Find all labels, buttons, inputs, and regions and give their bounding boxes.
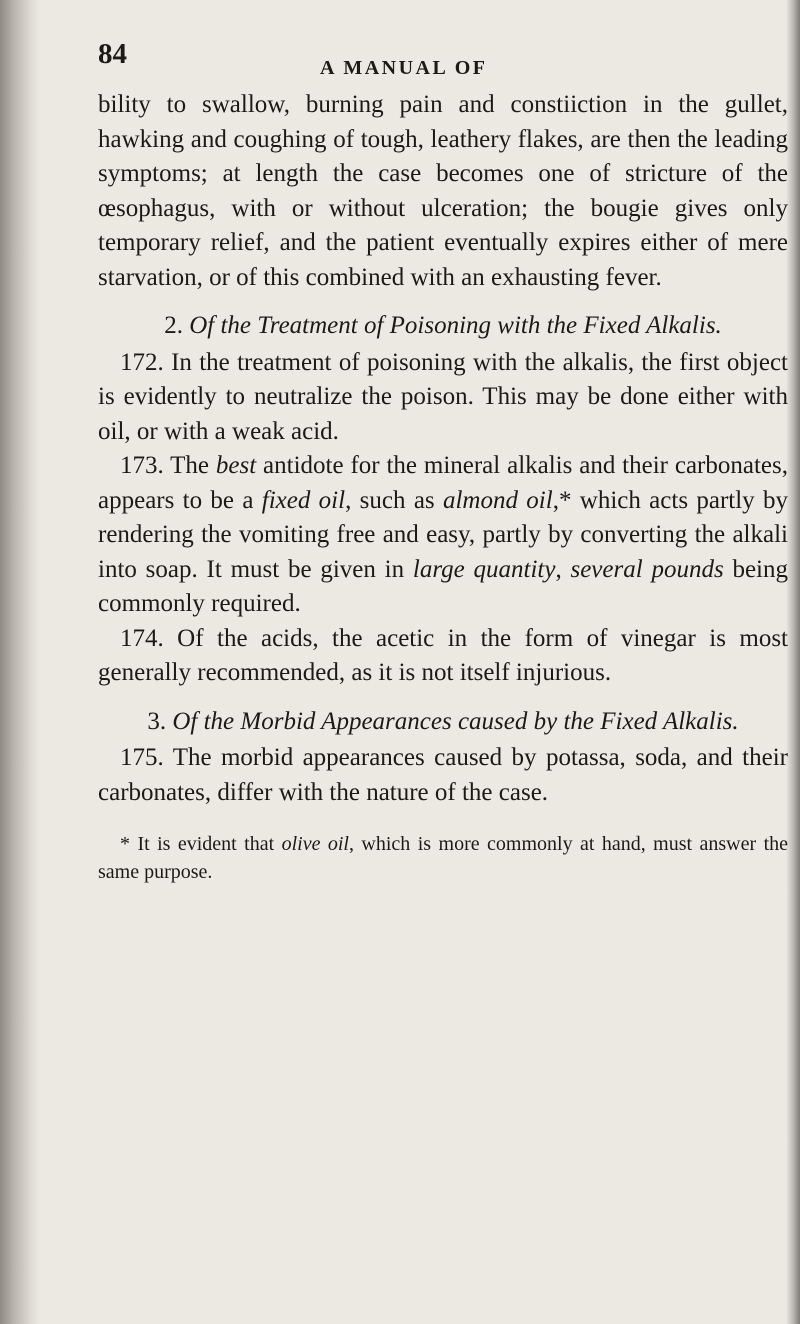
emphasis: best — [215, 452, 257, 479]
text-run: being commonly required. — [98, 555, 789, 617]
paragraph-172: 172. In the treatment of poisoning with the alkalis, the first object is evidently to neutralize the poison. This may be done either with oil, or with a weak acid. — [98, 348, 788, 445]
text-run: , such as — [345, 486, 443, 514]
section-heading-morbid — [98, 705, 788, 740]
footnote-marker: ,* — [552, 486, 572, 514]
footnote-marker: * — [120, 833, 138, 855]
emphasis: several pounds — [570, 555, 724, 583]
page-header — [98, 38, 788, 88]
text-run: antidote for the mineral alkalis and their carbonates, appears to be a — [98, 452, 788, 514]
emphasis: large quantity — [412, 555, 556, 583]
section-heading-treatment — [98, 309, 788, 344]
paragraph-175: 175. The morbid appearances caused by potassa, soda, and their carbonates, differ with the nature of the case. — [98, 744, 788, 806]
footnote — [98, 830, 788, 886]
section-title: Of the Treatment of Poisoning with the Fixed Alkalis. — [189, 312, 722, 339]
text-run: 173. The — [120, 452, 216, 479]
running-head: A MANUAL OF — [320, 57, 488, 79]
emphasis: fixed oil — [261, 486, 346, 514]
paragraph-173 — [98, 449, 788, 622]
section-number: 2. — [164, 312, 183, 339]
section-title: Of the Morbid Appearances caused by the Fixed Alkalis. — [172, 707, 739, 735]
section-number: 3. — [147, 707, 167, 735]
emphasis: olive oil — [281, 833, 349, 855]
paragraph-174: 174. Of the acids, the acetic in the form of vinegar is most generally recommended, as it is not itself injurious. — [98, 624, 788, 686]
text-run: It is evident that — [137, 833, 282, 855]
book-page — [98, 38, 788, 886]
page-gutter-shadow — [0, 0, 40, 1324]
continuation-paragraph: bility to swallow, burning pain and constiiction in the gullet, hawking and coughing of tough, leathery flakes, are then the leading symptoms; at length the case becomes one of stricture of the œsophagus, with or without ulceration; the bougie gives only temporary relief, and the patient eventually expires either of mere starvation, or of this combined with an exhausting fever. — [98, 91, 788, 291]
text-run: , — [555, 555, 571, 583]
page-number: 84 — [98, 38, 127, 70]
text-run: which acts partly by rendering the vomiting free and easy, partly by converting the alkali into soap. It must be given in — [98, 486, 789, 583]
emphasis: almond oil — [442, 486, 553, 514]
text-run: , which is more commonly at hand, must answer the same purpose. — [98, 833, 789, 883]
page-edge — [786, 0, 800, 1324]
